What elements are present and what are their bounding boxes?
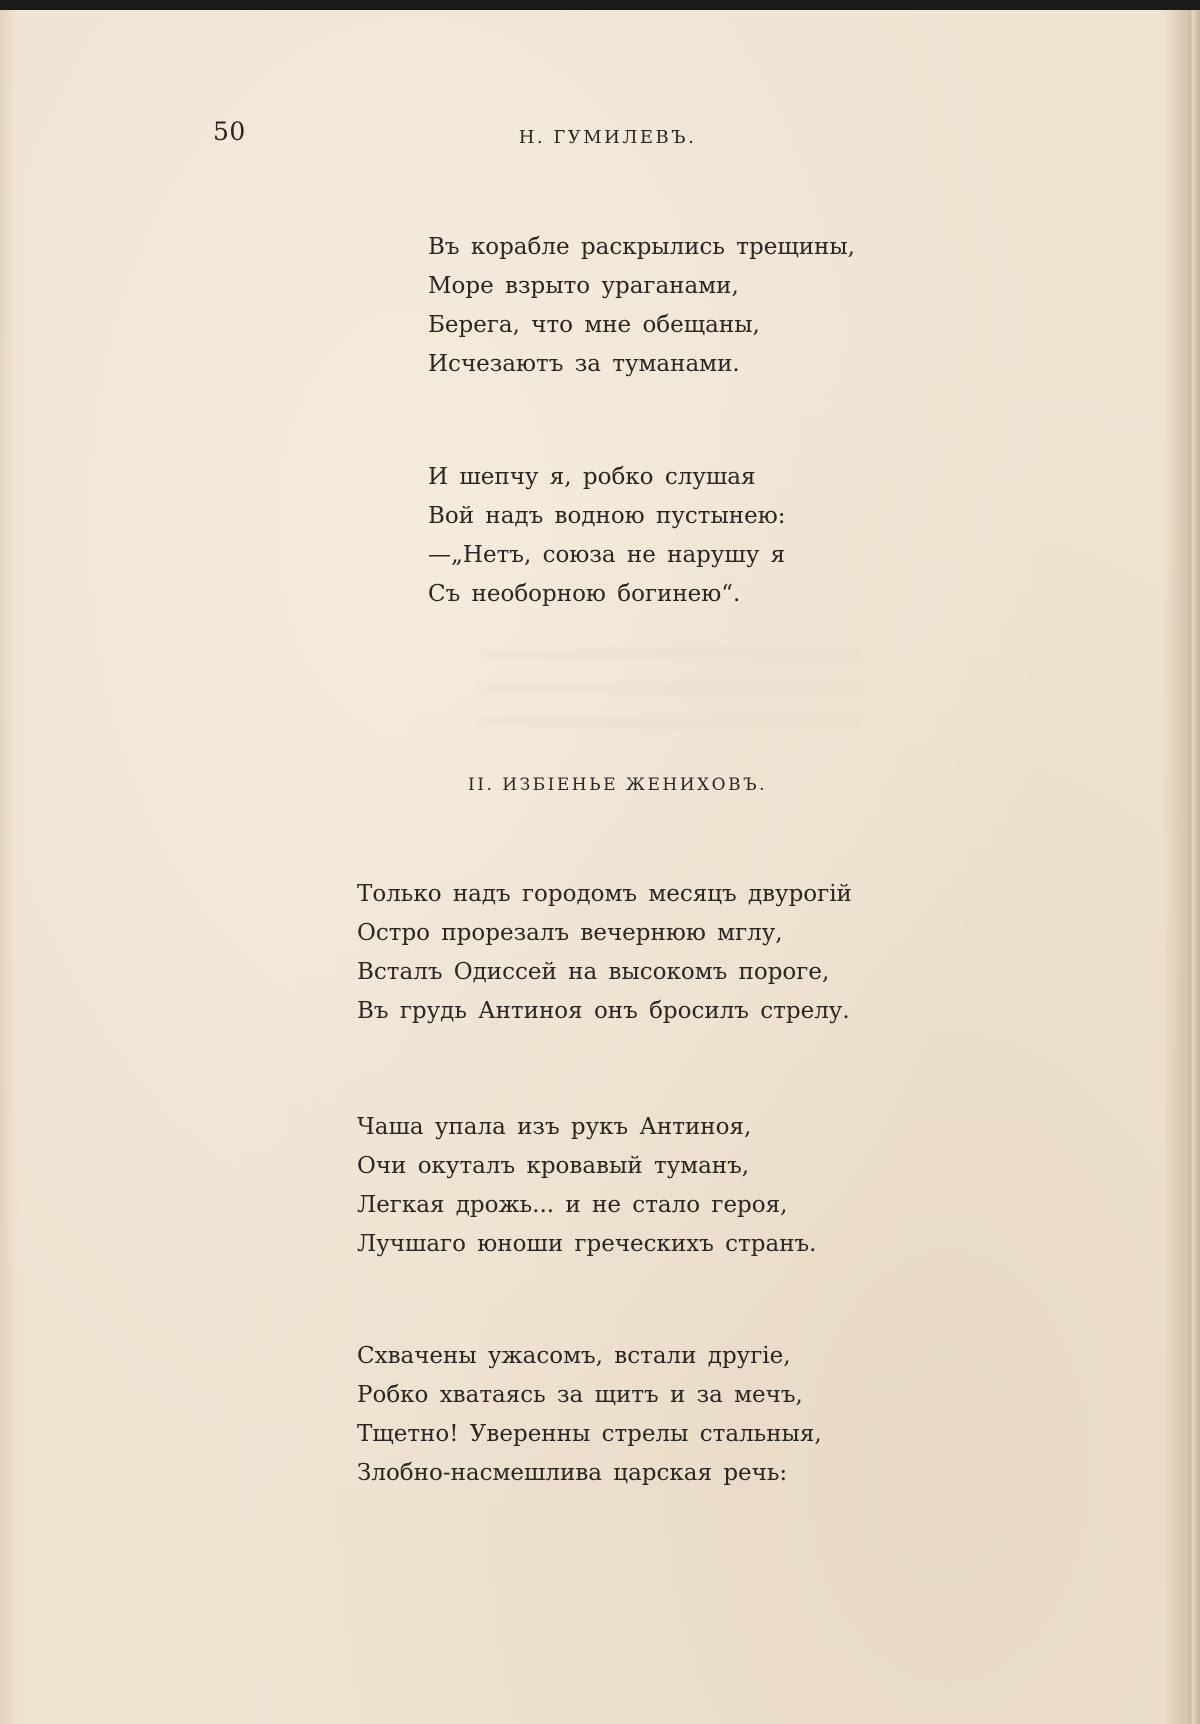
verse-line: Остро прорезалъ вечернюю мглу, — [357, 920, 783, 946]
ink-show-through — [480, 642, 860, 752]
page-edge — [1185, 10, 1200, 1724]
verse-line: Всталъ Одиссей на высокомъ пороге, — [357, 959, 830, 985]
verse-line: Очи окуталъ кровавый туманъ, — [357, 1153, 750, 1179]
verse-line: И шепчу я, робко слушая — [428, 464, 756, 490]
poem-two-stanza-2 — [357, 1108, 816, 1264]
poem-one-stanza-1 — [428, 228, 855, 384]
verse-line: Вой надъ водною пустынею: — [428, 503, 786, 529]
verse-line: Съ необорною богинею“. — [428, 581, 741, 607]
verse-line: Берега, что мне обещаны, — [428, 312, 760, 338]
verse-line: Тщетно! Уверенны стрелы стальныя, — [357, 1421, 822, 1447]
verse-line: Въ грудь Антиноя онъ бросилъ стрелу. — [357, 998, 850, 1024]
running-head: Н. ГУМИЛЕВЪ. — [518, 127, 697, 148]
verse-line: Море взрыто ураганами, — [428, 273, 739, 299]
verse-line: Лучшаго юноши греческихъ странъ. — [357, 1231, 817, 1257]
verse-line: Только надъ городомъ месяцъ двурогій — [357, 881, 852, 907]
verse-line: Схвачены ужасомъ, встали другіе, — [357, 1343, 791, 1369]
poem-two-stanza-1 — [357, 875, 852, 1031]
verse-line: Легкая дрожь... и не стало героя, — [357, 1192, 788, 1218]
verse-line: Робко хватаясь за щитъ и за мечъ, — [357, 1382, 803, 1408]
verse-line: Злобно-насмешлива царская речь: — [357, 1460, 788, 1486]
poem-one-stanza-2 — [428, 458, 786, 614]
verse-line: Въ корабле раскрылись трещины, — [428, 234, 855, 260]
verse-line: Чаша упала изъ рукъ Антиноя, — [357, 1114, 752, 1140]
section-title: II. ИЗБІЕНЬЕ ЖЕНИХОВЪ. — [468, 775, 767, 795]
book-page — [0, 10, 1185, 1724]
poem-two-stanza-3 — [357, 1337, 822, 1493]
verse-line: —„Нетъ, союза не нарушу я — [428, 542, 786, 568]
verse-line: Исчезаютъ за туманами. — [428, 351, 740, 377]
page-number: 50 — [213, 117, 246, 146]
